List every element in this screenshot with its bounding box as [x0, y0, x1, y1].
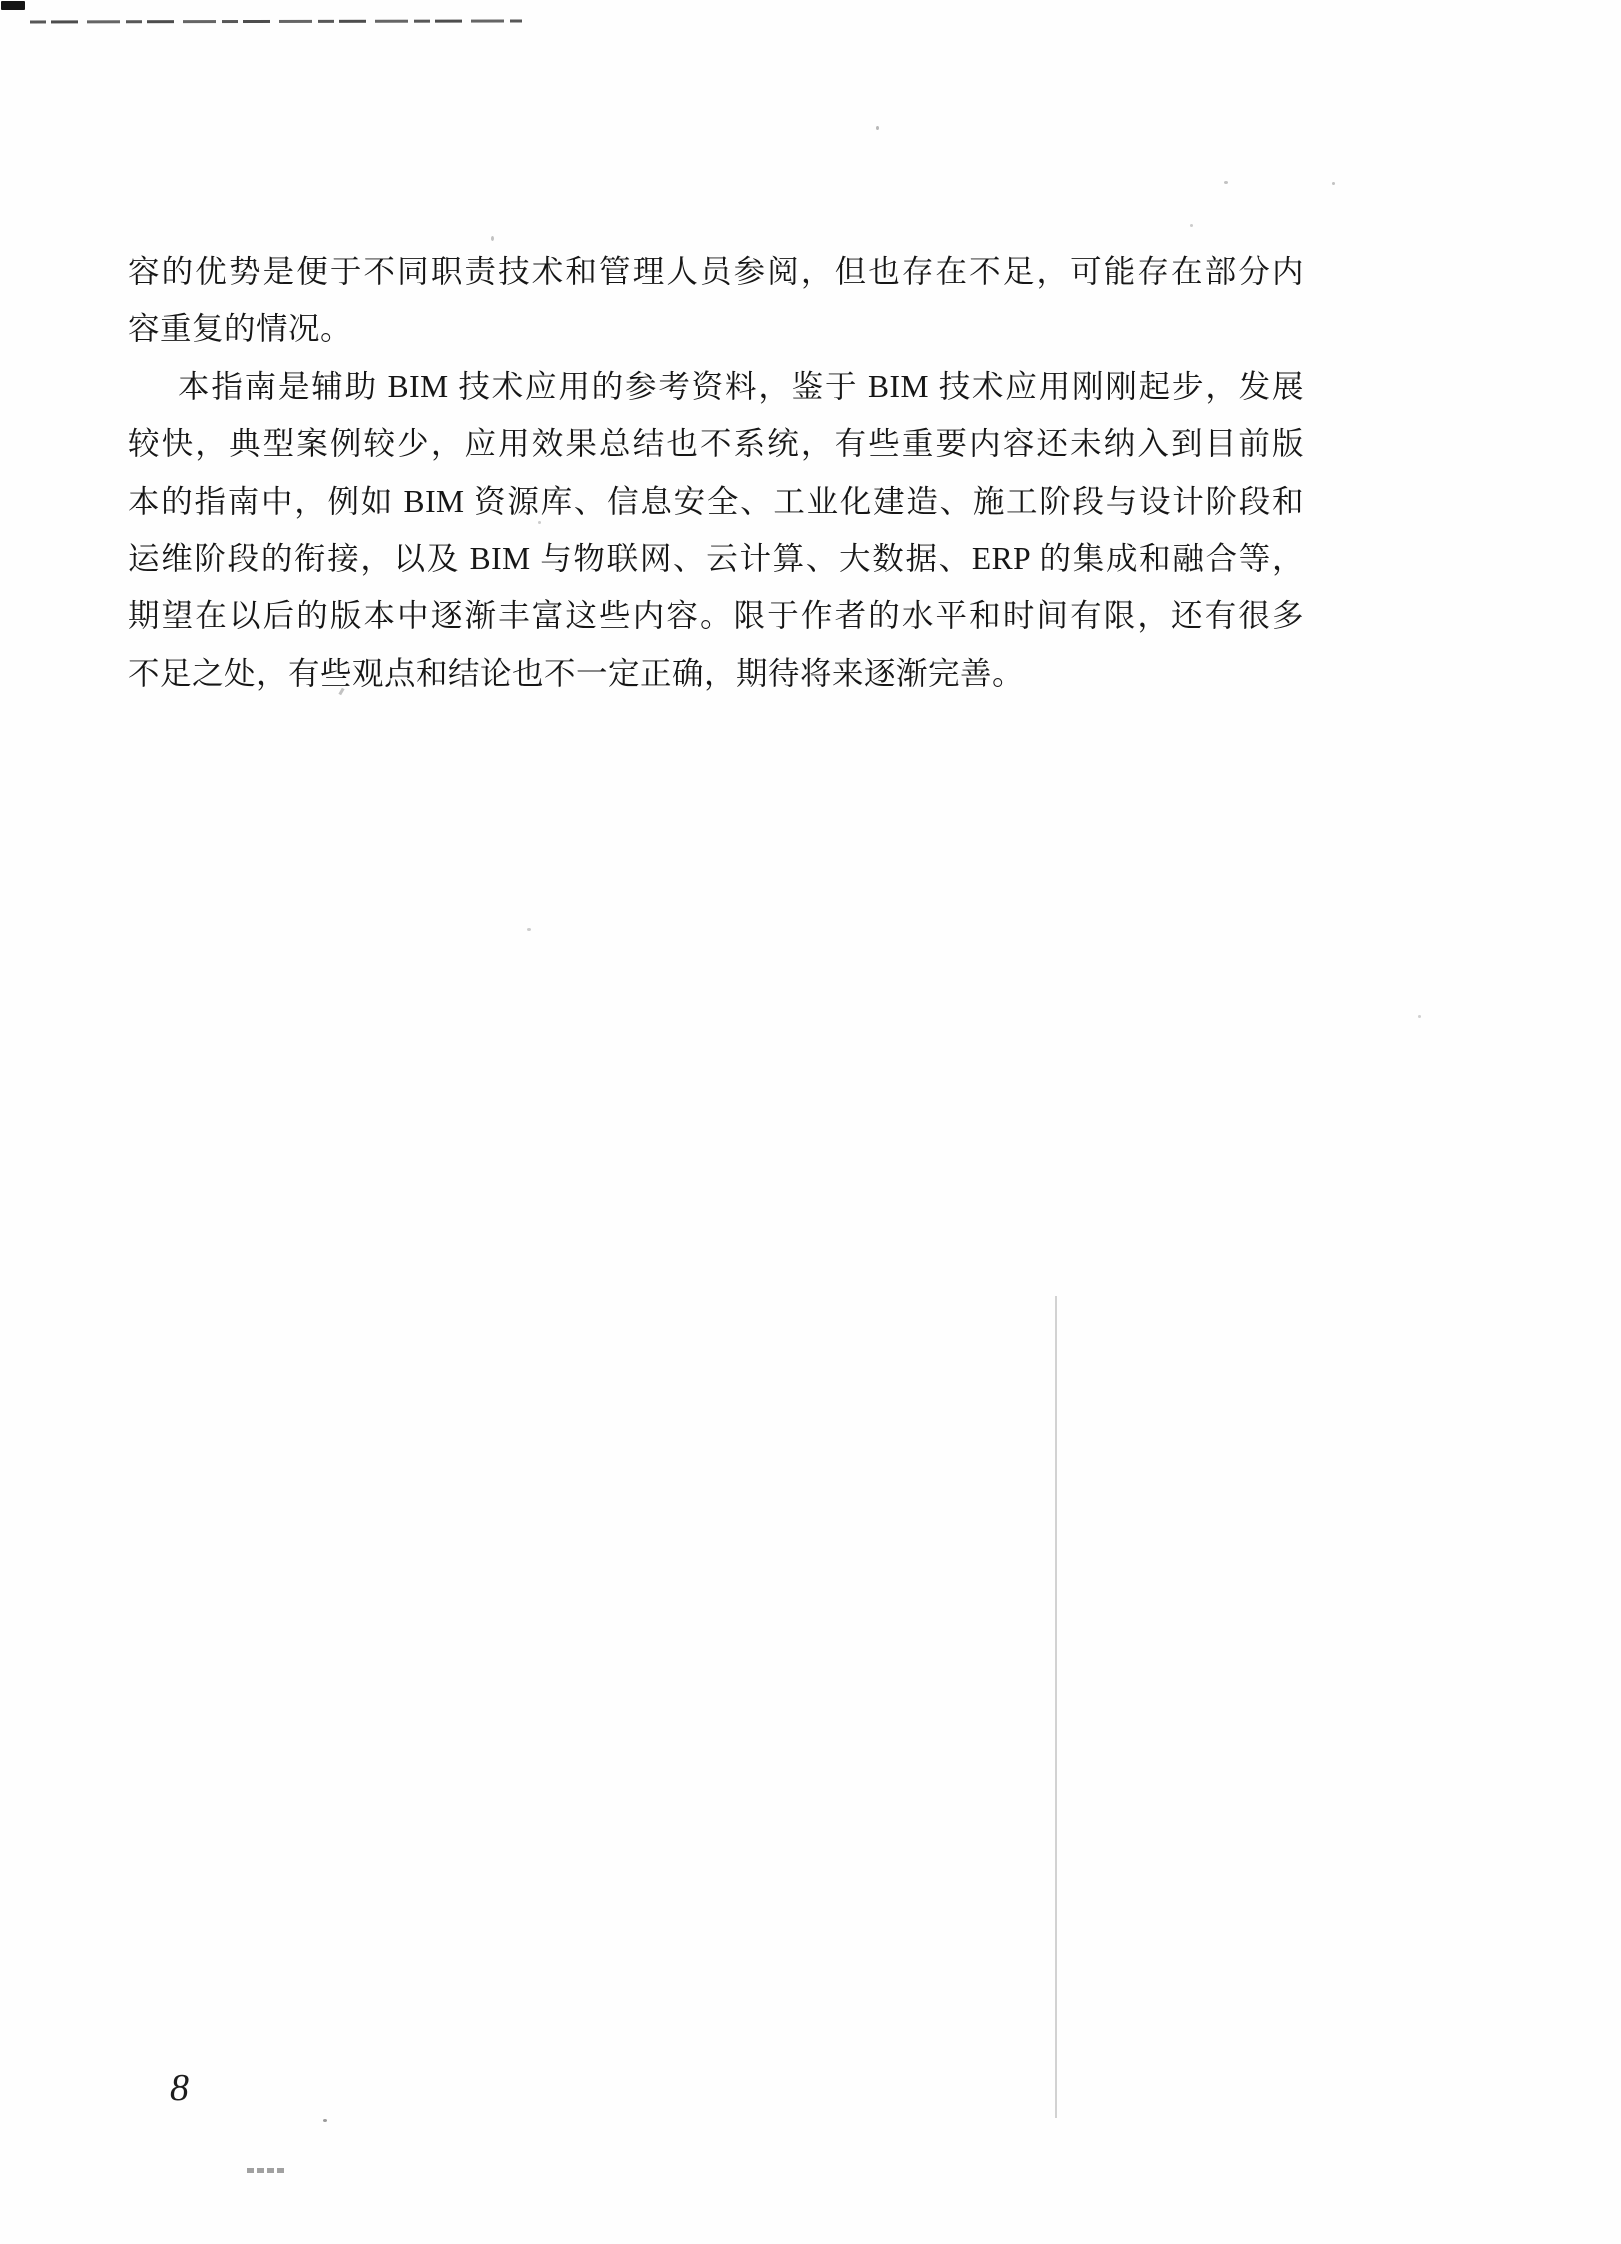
scan-speck: [876, 126, 879, 130]
text-line: 较快，典型案例较少，应用效果总结也不系统，有些重要内容还未纳入到目前版: [128, 426, 1304, 462]
text-line: 运维阶段的衔接，以及 BIM 与物联网、云计算、大数据、ERP 的集成和融合等，: [128, 540, 1304, 576]
scan-vertical-streak: [1055, 1296, 1057, 2118]
scan-bottom-dashes: [247, 2168, 285, 2173]
page-text-block: [128, 243, 1304, 702]
scan-speck: [1224, 181, 1228, 184]
scan-speck: [491, 236, 494, 241]
scan-dashed-line: [30, 19, 522, 23]
text-line: 容重复的情况。: [128, 311, 353, 347]
text-line: 容的优势是便于不同职责技术和管理人员参阅，但也存在不足，可能存在部分内: [128, 254, 1304, 289]
scan-speck: [527, 928, 531, 931]
text-line: 不足之处，有些观点和结论也不一定正确，期待将来逐渐完善。: [128, 655, 1025, 691]
text-line: 本的指南中，例如 BIM 资源库、信息安全、工业化建造、施工阶段与设计阶段和: [128, 483, 1304, 519]
text-line: 期望在以后的版本中逐渐丰富这些内容。限于作者的水平和时间有限，还有很多: [128, 598, 1304, 634]
scan-speck: [323, 2119, 327, 2122]
scan-speck: [1190, 224, 1193, 227]
scan-speck: [1332, 182, 1335, 185]
scan-speck: [1418, 1015, 1421, 1018]
page-number: 8: [170, 2067, 189, 2109]
text-line: 本指南是辅助 BIM 技术应用的参考资料，鉴于 BIM 技术应用刚刚起步，发展: [178, 368, 1304, 404]
scan-corner-mark: [1, 1, 25, 10]
